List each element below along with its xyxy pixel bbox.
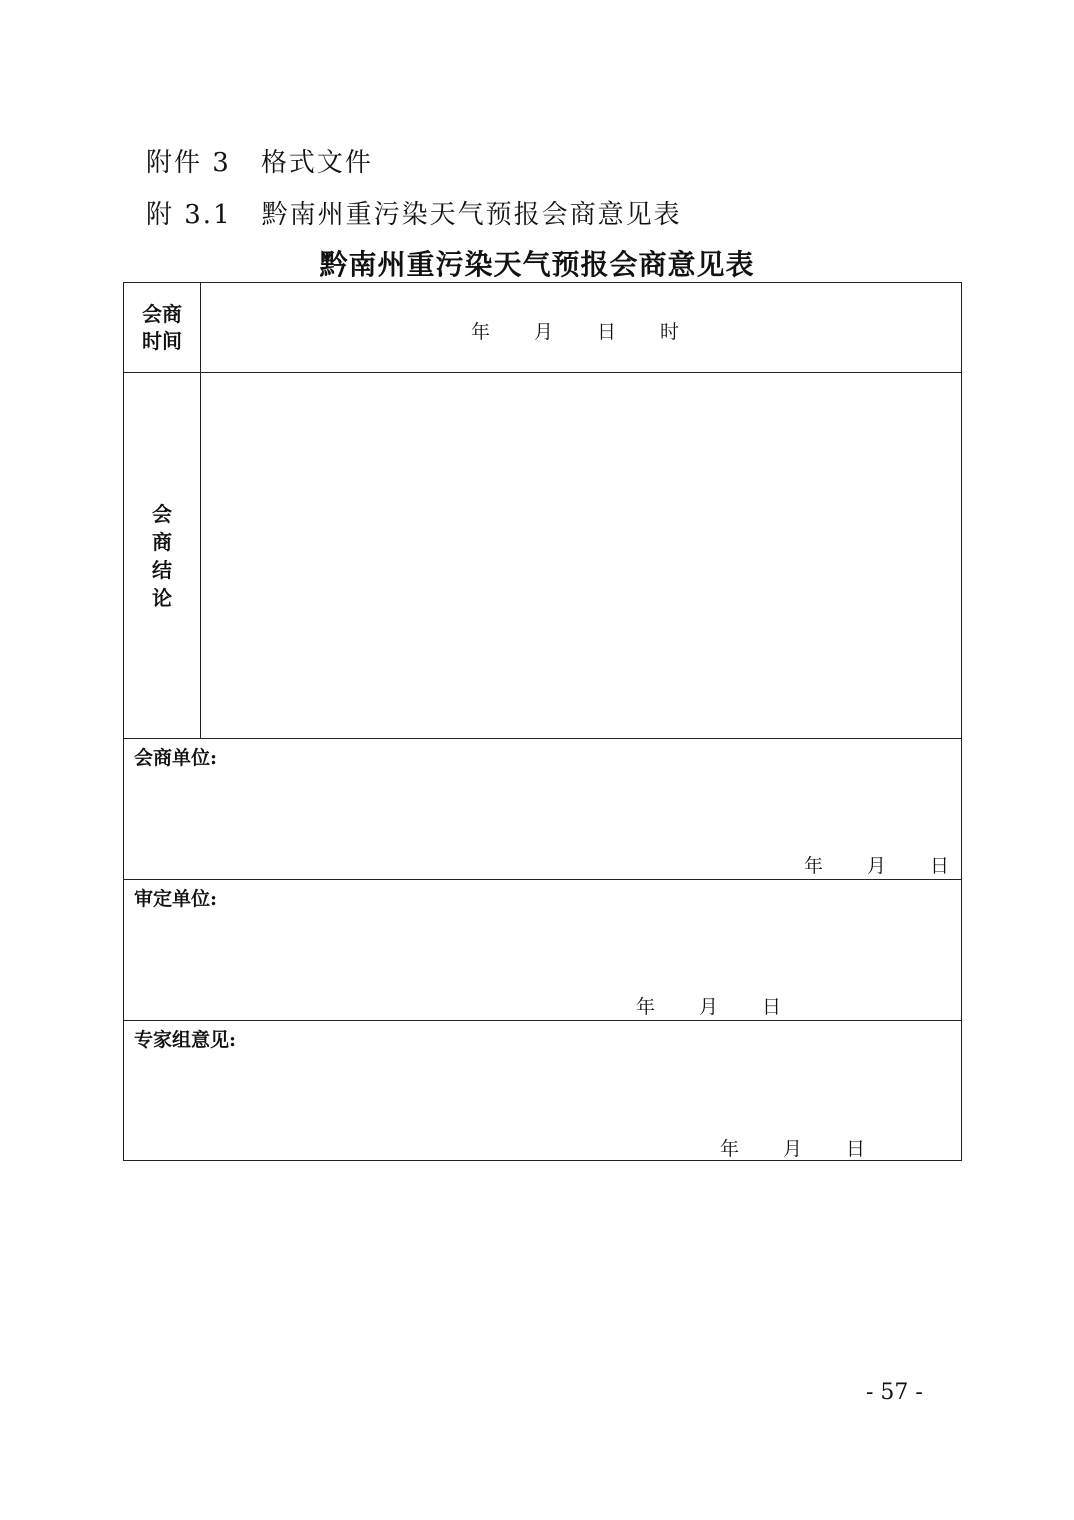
sub-attachment-title: 黔南州重污染天气预报会商意见表	[261, 200, 682, 230]
conclusion-label-char: 论	[152, 585, 172, 610]
consultation-conclusion-row	[124, 373, 961, 739]
expert-opinion-row[interactable]	[124, 1021, 961, 1162]
year-label: 年	[636, 996, 656, 1018]
day-label: 日	[846, 1138, 866, 1160]
year-label: 年	[720, 1138, 740, 1160]
conclusion-label-char: 商	[152, 529, 172, 554]
time-label-line2: 时间	[142, 328, 182, 353]
sub-attachment-prefix: 附 3.1	[146, 200, 232, 230]
attachment-prefix: 附件 3	[146, 148, 231, 178]
conclusion-label-char: 会	[152, 501, 172, 526]
consultation-time-row	[124, 283, 961, 373]
expert-opinion-label: 专家组意见:	[134, 1029, 237, 1051]
day-label: 日	[762, 996, 782, 1018]
month-label: 月	[783, 1138, 803, 1160]
consultation-unit-date	[804, 851, 949, 878]
month-label: 月	[699, 996, 719, 1018]
attachment-title: 格式文件	[260, 148, 373, 178]
consultation-time-label	[124, 283, 201, 372]
month-label: 月	[534, 321, 554, 343]
page-number: - 57 -	[866, 1380, 923, 1405]
consultation-form-table	[123, 282, 962, 1161]
month-label: 月	[867, 855, 887, 877]
year-label: 年	[804, 855, 824, 877]
consultation-unit-row[interactable]	[124, 739, 961, 880]
review-unit-date	[636, 992, 781, 1019]
consultation-conclusion-label	[124, 373, 201, 738]
consultation-unit-label: 会商单位:	[134, 747, 218, 769]
attachment-heading	[146, 142, 373, 179]
review-unit-row[interactable]	[124, 880, 961, 1021]
conclusion-label-char: 结	[152, 557, 172, 582]
review-unit-label: 审定单位:	[134, 888, 218, 910]
hour-label: 时	[660, 321, 680, 343]
sub-attachment-heading	[146, 194, 682, 231]
consultation-time-field[interactable]	[201, 283, 961, 372]
day-label: 日	[597, 321, 617, 343]
consultation-conclusion-field[interactable]	[201, 373, 961, 738]
expert-opinion-date	[720, 1134, 865, 1161]
time-label-line1: 会商	[142, 301, 182, 326]
form-title: 黔南州重污染天气预报会商意见表	[319, 248, 755, 281]
consultation-datetime	[471, 317, 679, 344]
year-label: 年	[471, 321, 491, 343]
day-label: 日	[930, 855, 950, 877]
